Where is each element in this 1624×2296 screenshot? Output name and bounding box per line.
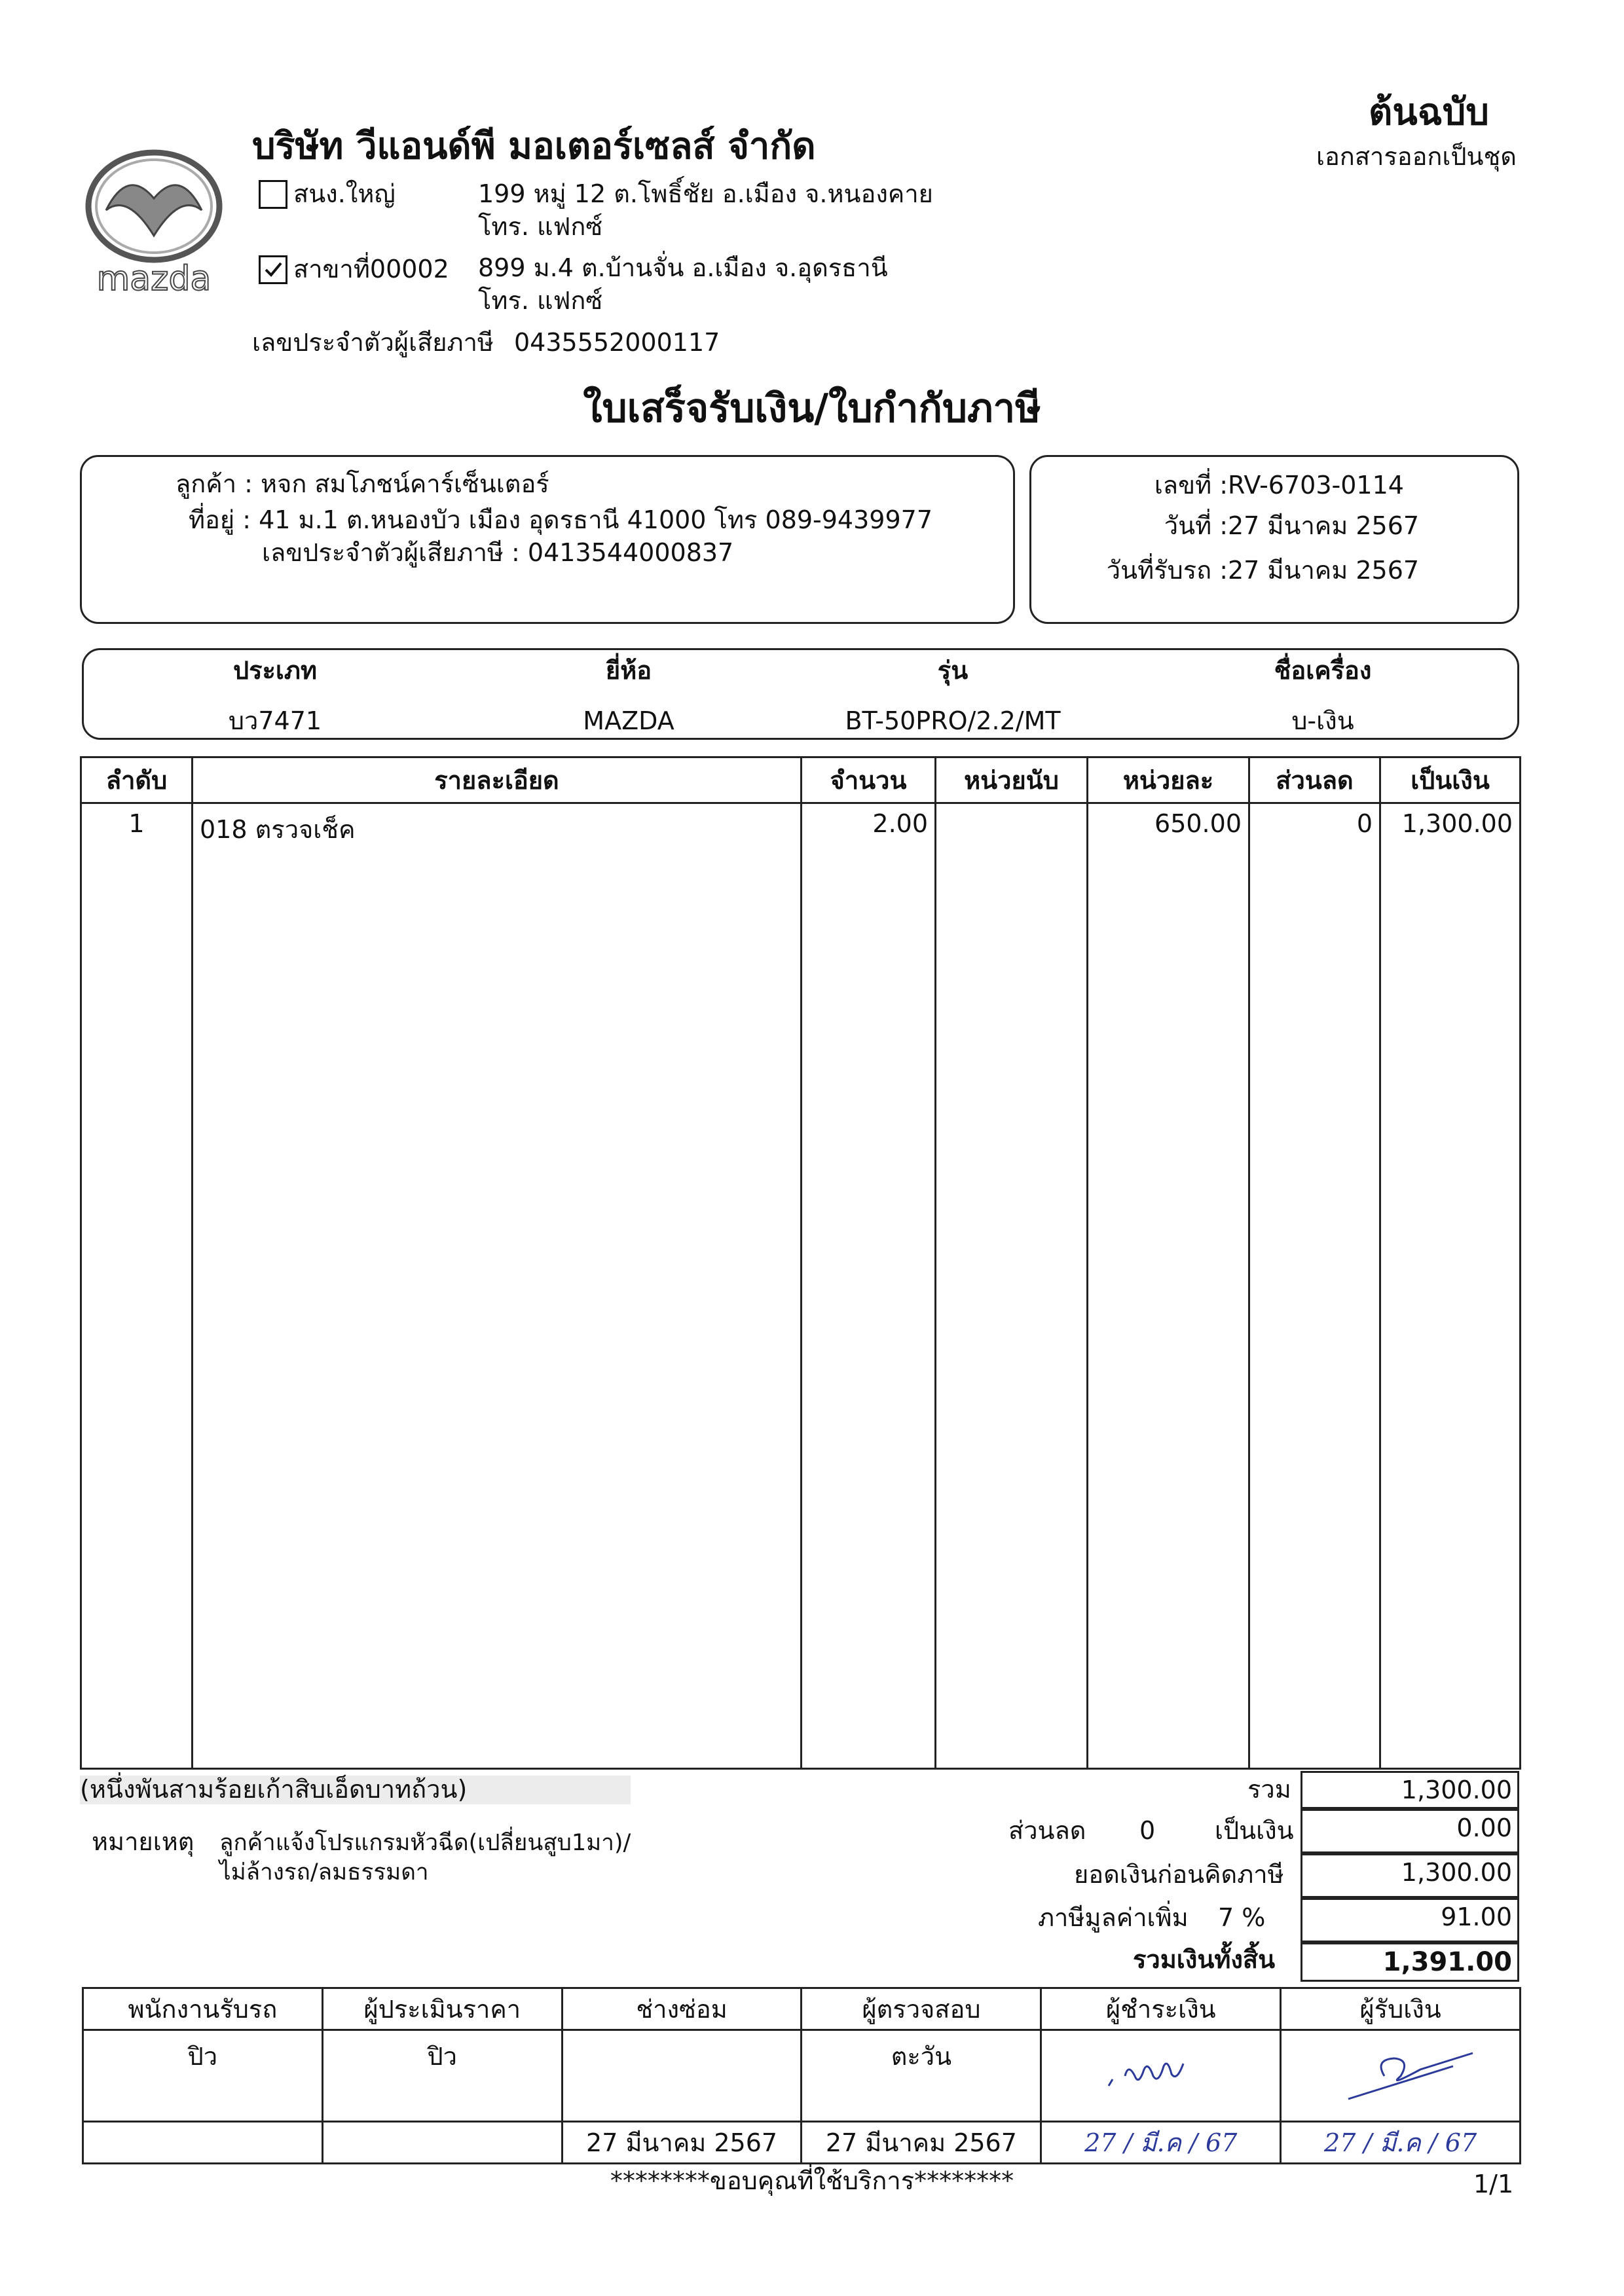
vehicle-brand-value: MAZDA (583, 706, 674, 735)
doc-date: 27 มีนาคม 2567 (1228, 511, 1420, 540)
mechanic-date: 27 มีนาคม 2567 (562, 2122, 802, 2164)
head-office-checkbox[interactable] (259, 180, 287, 209)
page-number: 1/1 (1473, 2170, 1514, 2198)
customer-tax: เลขประจำตัวผู้เสียภาษี : 0413544000837 (262, 538, 734, 567)
customer-name: ลูกค้า : หจก สมโภชน์คาร์เซ็นเตอร์ (175, 469, 549, 498)
col-qty-header: จำนวน (802, 757, 936, 803)
doc-number-label: เลขที่ : (1154, 471, 1228, 500)
customer-address: ที่อยู่ : 41 ม.1 ต.หนองบัว เมือง อุดรธานี 41000 โทร 089-9439977 (189, 505, 932, 534)
vehicle-model-header: รุ่น (937, 656, 969, 685)
receiver-name: ปิว (83, 2030, 323, 2122)
col-discount-header: ส่วนลด (1249, 757, 1380, 803)
thank-you-footer: ********ขอบคุณที่ใช้บริการ******** (610, 2166, 1014, 2195)
branch-checkbox[interactable] (259, 255, 287, 284)
grand-total-label: รวมเงินทั้งสิ้น (1133, 1945, 1276, 1974)
original-sub: เอกสารออกเป็นชุด (1316, 142, 1517, 171)
head-office-label: สนง.ใหญ่ (293, 179, 396, 208)
cashier-date: 27 / มี.ค / 67 (1281, 2122, 1521, 2164)
col-unit-header: หน่วยนับ (936, 757, 1088, 803)
receive-date-label: วันที่รับรถ : (1106, 556, 1228, 585)
item-no: 1 (81, 803, 193, 1769)
branch-label: สาขาที่00002 (293, 255, 449, 283)
head-office-contact: โทร. แฟกซ์ (478, 212, 603, 241)
pretax-label: ยอดเงินก่อนคิดภาษี (1074, 1860, 1284, 1889)
company-tax-label: เลขประจำตัวผู้เสียภาษี (252, 328, 494, 357)
item-amount: 1,300.00 (1380, 803, 1521, 1769)
vehicle-brand-header: ยี่ห้อ (605, 656, 652, 685)
original-label: ต้นฉบับ (1369, 91, 1489, 134)
discount-amount-label: เป็นเงิน (1215, 1816, 1294, 1845)
mechanic-header: ช่างซ่อม (562, 1988, 802, 2030)
item-discount: 0 (1249, 803, 1380, 1769)
payer-signature-mark (1096, 2040, 1227, 2105)
svg-text:mazda: mazda (96, 259, 212, 298)
mechanic-name (562, 2030, 802, 2122)
remarks-label: หมายเหตุ (92, 1827, 194, 1856)
mazda-logo (65, 147, 242, 298)
payer-header: ผู้ชำระเงิน (1041, 1988, 1281, 2030)
vehicle-type-header: ประเภท (232, 656, 318, 685)
inspector-name: ตะวัน (802, 2030, 1041, 2122)
signature-name-row (83, 2030, 1521, 2122)
branch-address: 899 ม.4 ต.บ้านจั่น อ.เมือง จ.อุดรธานี (478, 253, 888, 282)
item-detail: 018 ตรวจเช็ค (193, 803, 802, 1769)
vehicle-model-value: BT-50PRO/2.2/MT (845, 706, 1061, 735)
discount-value: 0 (1139, 1816, 1156, 1845)
cashier-signature-mark (1322, 2040, 1479, 2105)
receive-date: 27 มีนาคม 2567 (1228, 556, 1420, 585)
check-icon (263, 260, 283, 280)
receiver-header: พนักงานรับรถ (83, 1988, 323, 2030)
company-tax-id: 0435552000117 (514, 328, 720, 357)
col-no-header: ลำดับ (81, 757, 193, 803)
col-detail-header: รายละเอียด (193, 757, 802, 803)
signature-header-row (83, 1988, 1521, 2030)
items-table (80, 756, 1521, 1770)
engine-name-header: ชื่อเครื่อง (1274, 656, 1372, 685)
cashier-signature (1281, 2030, 1521, 2122)
item-qty: 2.00 (802, 803, 936, 1769)
item-price: 650.00 (1088, 803, 1249, 1769)
appraiser-header: ผู้ประเมินราคา (322, 1988, 562, 2030)
items-header-row (81, 757, 1521, 803)
subtotal-value: 1,300.00 (1301, 1771, 1519, 1809)
amount-in-words: (หนึ่งพันสามร้อยเก้าสิบเอ็ดบาทถ้วน) (80, 1776, 631, 1804)
item-unit (936, 803, 1088, 1769)
subtotal-label: รวม (1247, 1775, 1291, 1804)
remarks-line1: ลูกค้าแจ้งโปรแกรมหัวฉีด(เปลี่ยนสูบ1มา)/ (219, 1830, 631, 1856)
engine-name-value: บ-เงิน (1291, 706, 1354, 735)
cashier-header: ผู้รับเงิน (1281, 1988, 1521, 2030)
receiver-date (83, 2122, 323, 2164)
discount-amount: 0.00 (1301, 1809, 1519, 1853)
appraiser-name: ปิว (322, 2030, 562, 2122)
vat-label: ภาษีมูลค่าเพิ่ม (1038, 1903, 1189, 1932)
grand-total-value: 1,391.00 (1301, 1942, 1519, 1982)
head-office-address: 199 หมู่ 12 ต.โพธิ์ชัย อ.เมือง จ.หนองคาย (478, 179, 933, 208)
vat-value: 91.00 (1301, 1898, 1519, 1942)
inspector-header: ผู้ตรวจสอบ (802, 1988, 1041, 2030)
table-row (81, 803, 1521, 1769)
vat-rate: 7 % (1218, 1903, 1266, 1932)
payer-date: 27 / มี.ค / 67 (1041, 2122, 1281, 2164)
doc-date-label: วันที่ : (1164, 511, 1228, 540)
pretax-value: 1,300.00 (1301, 1853, 1519, 1898)
appraiser-date (322, 2122, 562, 2164)
discount-label: ส่วนลด (1008, 1816, 1086, 1845)
doc-number: RV-6703-0114 (1228, 471, 1404, 500)
signature-date-row (83, 2122, 1521, 2164)
vehicle-type-value: บว7471 (228, 706, 322, 735)
inspector-date: 27 มีนาคม 2567 (802, 2122, 1041, 2164)
document-title: ใบเสร็จรับเงิน/ใบกำกับภาษี (583, 386, 1041, 431)
col-price-header: หน่วยละ (1088, 757, 1249, 803)
remarks-line2: ไม่ล้างรถ/ลมธรรมดา (219, 1859, 429, 1886)
branch-contact: โทร. แฟกซ์ (478, 286, 603, 315)
company-name: บริษัท วีแอนด์พี มอเตอร์เซลส์ จำกัด (252, 125, 816, 168)
col-amount-header: เป็นเงิน (1380, 757, 1521, 803)
payer-signature (1041, 2030, 1281, 2122)
signature-table (82, 1987, 1521, 2164)
